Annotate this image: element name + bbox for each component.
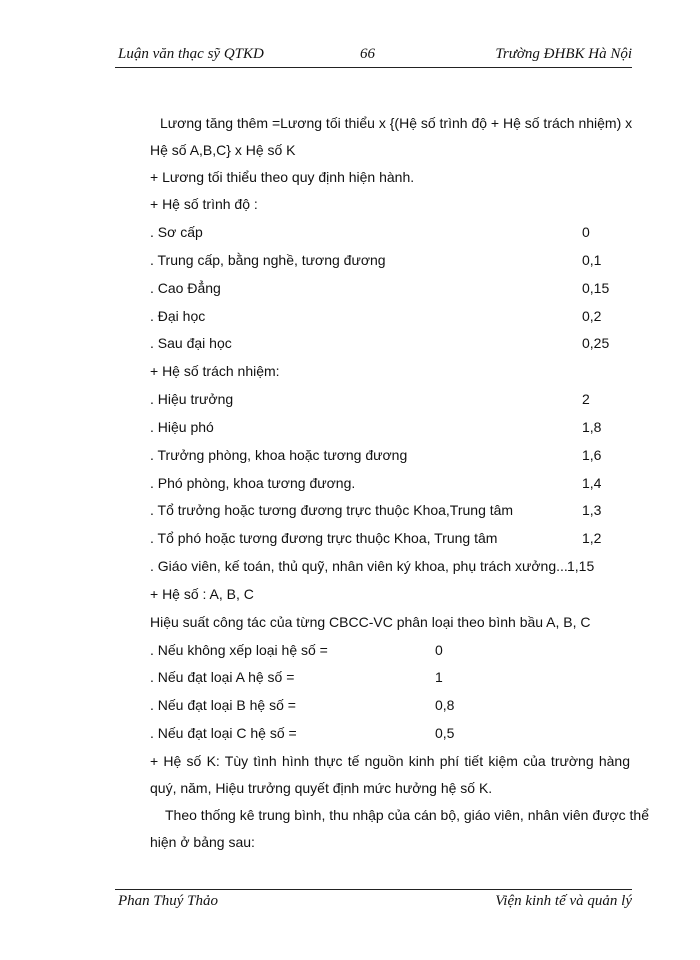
qualification-value: 0,2	[582, 308, 602, 324]
responsibility-value: 1,15	[567, 558, 595, 574]
abc-label: . Nếu đạt loại C hệ số =	[150, 725, 297, 741]
header-rule	[115, 67, 632, 68]
statistics-line-1: Theo thống kê trung bình, thu nhập của cán bộ, giáo viên, nhân viên được thể	[165, 807, 650, 823]
responsibility-label: . Giáo viên, kế toán, thủ quỹ, nhân viên ký khoa, phụ trách xưởng...	[150, 558, 568, 574]
header-university: Trường ĐHBK Hà Nội	[495, 46, 632, 62]
responsibility-heading: + Hệ số trách nhiệm:	[150, 363, 280, 379]
qualification-value: 0	[582, 224, 590, 240]
abc-label: . Nếu đạt loại A hệ số =	[150, 669, 295, 685]
responsibility-label: . Hiệu trưởng	[150, 391, 234, 407]
abc-label: . Nếu không xếp loại hệ số =	[150, 642, 328, 658]
footer-author: Phan Thuý Thảo	[118, 893, 219, 909]
abc-value: 0,8	[435, 697, 455, 713]
abc-description: Hiệu suất công tác của từng CBCC-VC phân loại theo bình bầu A, B, C	[150, 614, 591, 630]
qualification-value: 0,1	[582, 252, 602, 268]
abc-label: . Nếu đạt loại B hệ số =	[150, 697, 296, 713]
header-thesis-title: Luận văn thạc sỹ QTKD	[118, 46, 264, 62]
formula-line-1: Lương tăng thêm =Lương tối thiểu x {(Hệ số trình độ + Hệ số trách nhiệm) x	[160, 115, 633, 131]
qualification-value: 0,15	[582, 280, 610, 296]
footer-rule	[115, 889, 632, 890]
responsibility-value: 1,8	[582, 419, 602, 435]
abc-value: 0,5	[435, 725, 455, 741]
qualification-label: . Sau đại học	[150, 335, 232, 351]
qualification-value: 0,25	[582, 335, 610, 351]
responsibility-value: 1,6	[582, 447, 602, 463]
responsibility-label: . Tổ trưởng hoặc tương đương trực thuộc Khoa,Trung tâm	[150, 502, 514, 518]
responsibility-value: 1,4	[582, 475, 602, 491]
qualification-label: . Cao Đẳng	[150, 280, 221, 296]
formula-line-2: Hệ số A,B,C} x Hệ số K	[150, 142, 296, 158]
min-wage-note: + Lương tối thiểu theo quy định hiện hành.	[150, 169, 415, 185]
responsibility-label: . Tổ phó hoặc tương đương trực thuộc Khoa, Trung tâm	[150, 530, 498, 546]
qualification-label: . Đại học	[150, 308, 206, 324]
responsibility-label: . Trưởng phòng, khoa hoặc tương đương	[150, 447, 408, 463]
page-number: 66	[360, 46, 375, 62]
abc-value: 1	[435, 669, 443, 685]
qualification-label: . Trung cấp, bằng nghề, tương đương	[150, 252, 386, 268]
k-factor-line-2: quý, năm, Hiệu trưởng quyết định mức hưởng hệ số K.	[150, 780, 493, 796]
statistics-line-2: hiện ở bảng sau:	[150, 834, 255, 850]
responsibility-value: 2	[582, 391, 590, 407]
responsibility-label: . Phó phòng, khoa tương đương.	[150, 475, 356, 491]
abc-value: 0	[435, 642, 443, 658]
responsibility-value: 1,2	[582, 530, 602, 546]
qualification-label: . Sơ cấp	[150, 224, 203, 240]
responsibility-value: 1,3	[582, 502, 602, 518]
abc-heading: + Hệ số : A, B, C	[150, 586, 254, 602]
responsibility-label: . Hiệu phó	[150, 419, 214, 435]
k-factor-line-1: + Hệ số K: Tùy tình hình thực tế nguồn kinh phí tiết kiệm của trường hàng	[150, 753, 630, 769]
qualification-heading: + Hệ số trình độ :	[150, 196, 258, 212]
footer-institute: Viện kinh tế và quản lý	[495, 893, 632, 909]
